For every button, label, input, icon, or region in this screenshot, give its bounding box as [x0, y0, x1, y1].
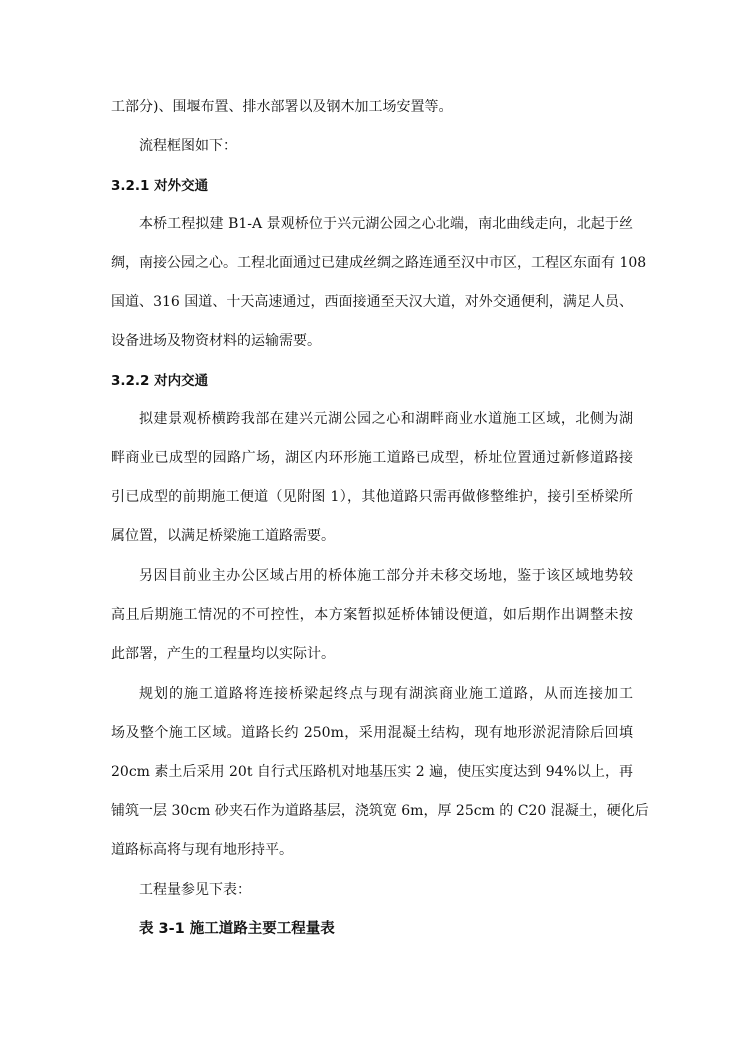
paragraph-line: 拟建景观桥横跨我部在建兴元湖公园之心和湖畔商业水道施工区域，北侧为湖: [139, 411, 633, 427]
paragraph-line: 绸，南接公园之心。工程北面通过已建成丝绸之路连通至汉中市区，工程区东面有 108: [111, 255, 647, 271]
paragraph-line: 20cm 素土后采用 20t 自行式压路机对地基压实 2 遍，使压实度达到 94%以上，再: [111, 764, 633, 780]
paragraph-line: 另因目前业主办公区域占用的桥体施工部分并未移交场地，鉴于该区域地势较: [139, 568, 633, 584]
paragraph-line: 国道、316 国道、十天高速通过，西面接通至天汉大道，对外交通便利，满足人员、: [111, 294, 633, 310]
paragraph-line: 道路标高将与现有地形持平。: [111, 842, 293, 858]
paragraph-line: 场及整个施工区域。道路长约 250m，采用混凝土结构，现有地形淤泥清除后回填: [111, 725, 633, 741]
paragraph-line: 此部署，产生的工程量均以实际计。: [111, 646, 335, 662]
section-heading-external-traffic: 3.2.1 对外交通: [111, 178, 209, 194]
paragraph-line: 引已成型的前期施工便道（见附图 1），其他道路只需再做修整维护，接引至桥梁所: [111, 489, 633, 505]
table-intro: 工程量参见下表：: [139, 882, 251, 898]
paragraph-line: 本桥工程拟建 B1-A 景观桥位于兴元湖公园之心北端，南北曲线走向，北起于丝: [139, 216, 633, 232]
paragraph-line: 铺筑一层 30cm 砂夹石作为道路基层，浇筑宽 6m，厚 25cm 的 C20 混凝土，硬化后: [111, 803, 649, 819]
paragraph-line: 设备进场及物资材料的运输需要。: [111, 333, 321, 349]
paragraph-line: 属位置，以满足桥梁施工道路需要。: [111, 528, 335, 544]
flow-intro: 流程框图如下：: [139, 138, 237, 154]
intro-line: 工部分)、围堰布置、排水部署以及钢木加工场安置等。: [111, 99, 453, 115]
paragraph-line: 规划的施工道路将连接桥梁起终点与现有湖滨商业施工道路，从而连接加工: [139, 686, 633, 702]
paragraph-line: 畔商业已成型的园路广场，湖区内环形施工道路已成型，桥址位置通过新修道路接: [111, 450, 633, 466]
paragraph-line: 高且后期施工情况的不可控性，本方案暂拟延桥体铺设便道，如后期作出调整未按: [111, 607, 633, 623]
table-caption: 表 3-1 施工道路主要工程量表: [139, 921, 335, 937]
section-heading-internal-traffic: 3.2.2 对内交通: [111, 373, 209, 389]
